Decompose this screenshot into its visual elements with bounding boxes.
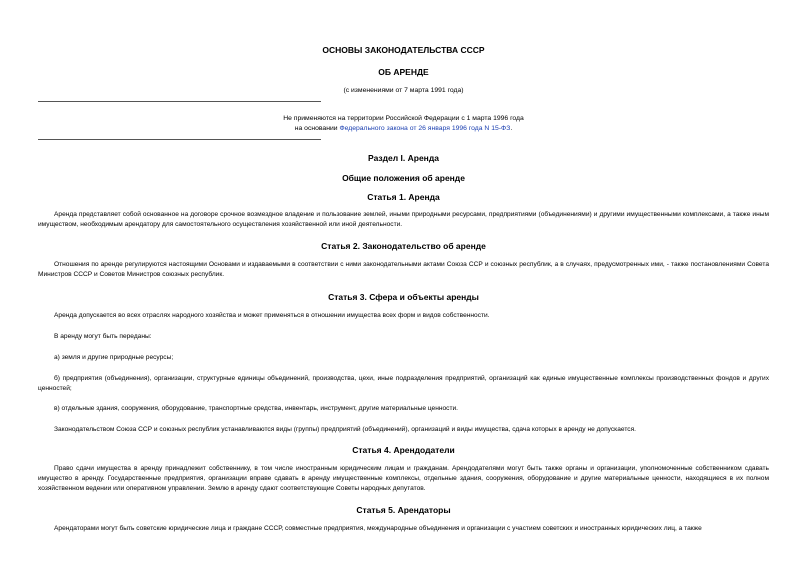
- federal-law-link[interactable]: Федерального закона от 26 января 1996 года N 15-ФЗ: [339, 125, 511, 132]
- document-page: [38, 0, 769, 571]
- divider-top: [38, 101, 321, 102]
- article-5-heading: Статья 5. Арендаторы: [356, 505, 451, 515]
- divider-bottom: [38, 139, 321, 140]
- article-3-paragraph-2: В аренду могут быть переданы:: [54, 333, 152, 340]
- applicability-note-prefix: на основании: [294, 125, 340, 132]
- article-2-paragraph: Отношения по аренде регулируются настоящими Основами и издаваемыми в соответствии с ними законодательными актами Союза ССР и союзных республик, а в случаях, предусмотренных ими, - также постановлениями Совета Министров СССР и Советов Министров союзных республик.: [38, 261, 769, 278]
- article-1-heading: Статья 1. Аренда: [367, 192, 440, 202]
- article-1-paragraph: Аренда представляет собой основанное на договоре срочное возмездное владение и пользование землей, иными природными ресурсами, предприятиями (объединениями) и другими имущественными комплексами, а также иным имуществом, необходимым арендатору для самостоятельного осуществления хозяйственной или иной деятельности.: [38, 211, 769, 228]
- general-provisions-heading: Общие положения об аренде: [342, 173, 465, 183]
- article-5-paragraph: Арендаторами могут быть советские юридические лица и граждане СССР, совместные предприятия, международные объединения и организации с участием советских и иностранных юридических лиц, а также: [54, 525, 702, 532]
- applicability-note-line1: Не применяются на территории Российской Федерации с 1 марта 1996 года: [283, 115, 524, 122]
- document-title: ОСНОВЫ ЗАКОНОДАТЕЛЬСТВА СССР: [322, 45, 485, 55]
- article-2-heading: Статья 2. Законодательство об аренде: [321, 241, 486, 251]
- applicability-note: [38, 114, 769, 134]
- article-3-item-a: а) земля и другие природные ресурсы;: [54, 354, 174, 361]
- applicability-note-suffix: .: [510, 125, 513, 132]
- article-3-item-b: б) предприятия (объединения), организации, структурные единицы объединений, производства, цехи, иные подразделения предприятий, организаций как единые имущественные комплексы производственных фондов и других ценностей;: [38, 375, 769, 392]
- applicability-note-line2: [38, 124, 769, 134]
- article-3-item-c: в) отдельные здания, сооружения, оборудование, транспортные средства, инвентарь, инструмент, другие материальные ценности.: [54, 405, 458, 412]
- article-4-heading: Статья 4. Арендодатели: [352, 445, 455, 455]
- article-3-paragraph-1: Аренда допускается во всех отраслях народного хозяйства и может применяться в отношении имущества всех форм и видов собственности.: [54, 312, 490, 319]
- article-3-heading: Статья 3. Сфера и объекты аренды: [328, 292, 479, 302]
- document-subtitle: ОБ АРЕНДЕ: [378, 67, 429, 77]
- article-4-paragraph: Право сдачи имущества в аренду принадлежит собственнику, в том числе иностранным юридическим лицам и гражданам. Арендодателями могут быть также органы и организации, уполномоченные собственником сдавать имущество в аренду. Государственные предприятия, организации вправе сдавать в аренду имущественные комплексы, отдельные здания, сооружения, оборудование и другие материальные ценности, находящиеся в их полном хозяйственном ведении или оперативном управлении. Землю в аренду сдают соответствующие Советы народных депутатов.: [38, 465, 769, 492]
- section-heading: Раздел I. Аренда: [368, 153, 439, 163]
- changes-note: (с изменениями от 7 марта 1991 года): [343, 87, 464, 94]
- article-3-paragraph-3: Законодательством Союза ССР и союзных республик устанавливаются виды (группы) предприятий (объединений), организаций и виды имущества, сдача которых в аренду не допускается.: [54, 426, 636, 433]
